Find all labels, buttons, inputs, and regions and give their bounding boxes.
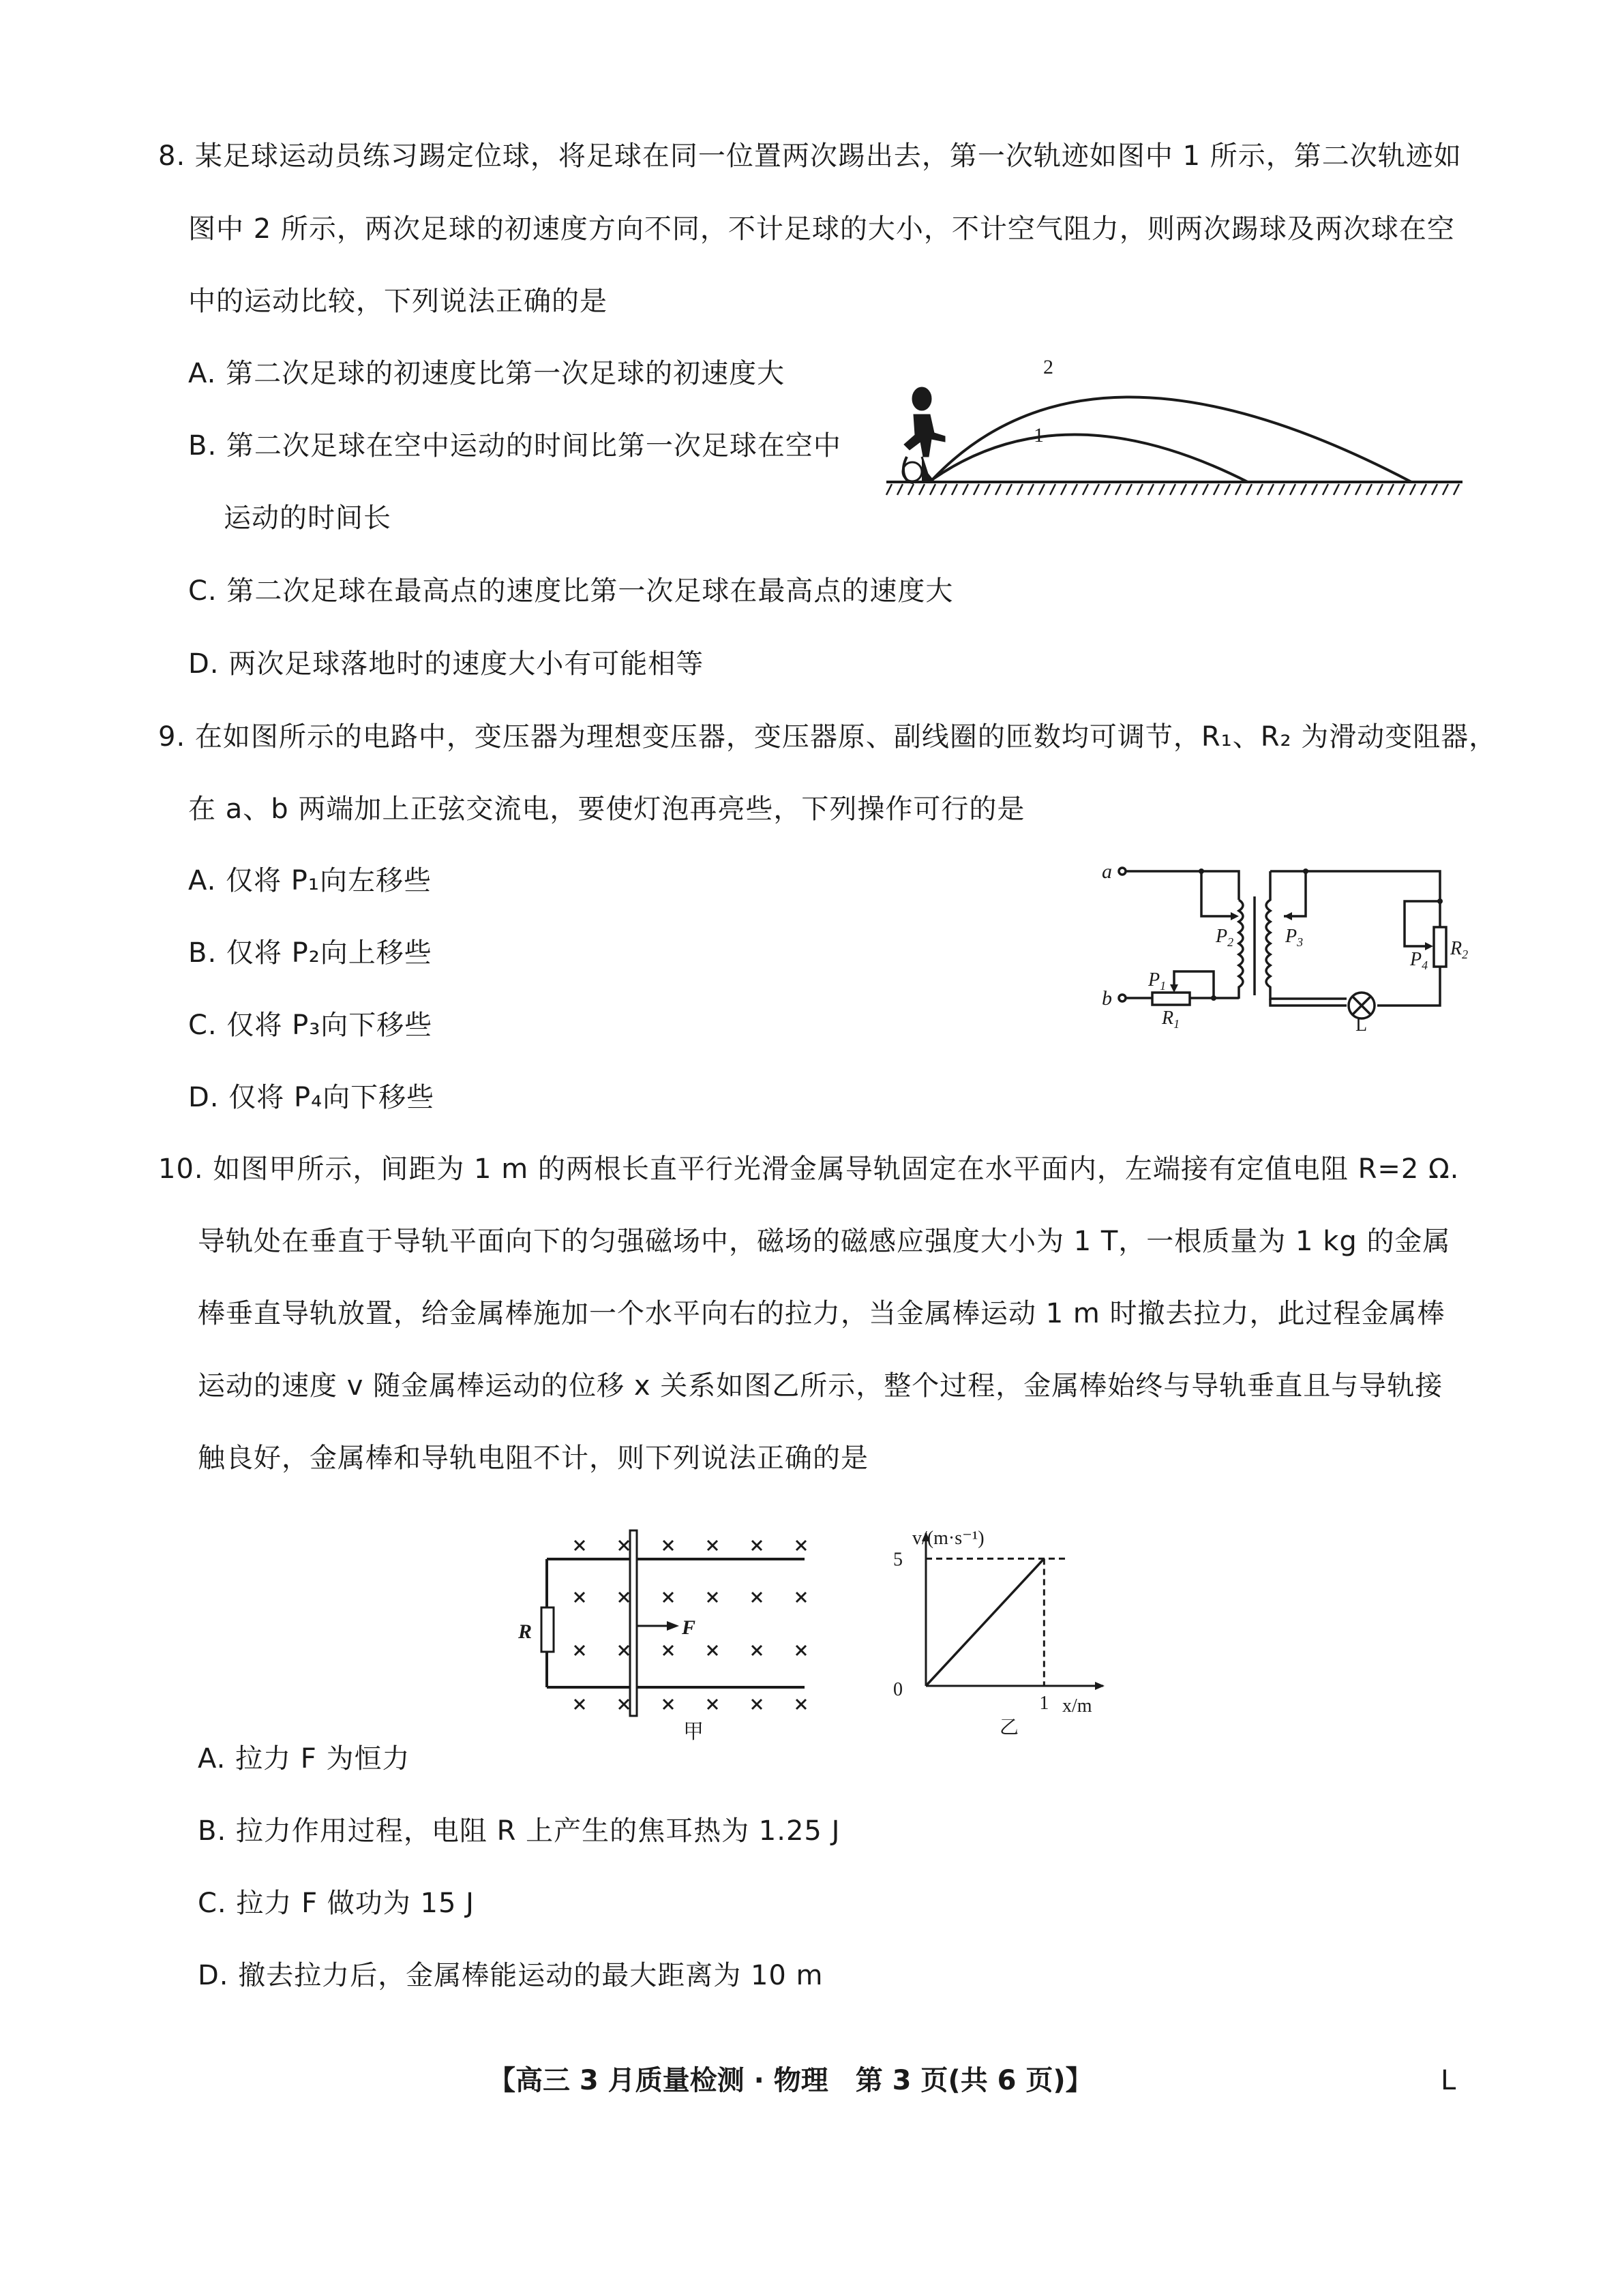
hatch-mark xyxy=(886,484,892,495)
q8-stem-line-1: 8. 某足球运动员练习踢定位球，将足球在同一位置两次踢出去，第一次轨迹如图中 1 所示，第二次轨迹如 xyxy=(158,140,1462,172)
q10-option-c: C. 拉力 F 做功为 15 J xyxy=(198,1888,475,1919)
field-cross-icon xyxy=(796,1700,806,1709)
field-cross-icon xyxy=(796,1646,806,1655)
caption-yi: 乙 xyxy=(1000,1717,1019,1738)
field-cross-icon xyxy=(575,1592,584,1602)
label-r1: $R_1$ xyxy=(1162,1008,1180,1031)
q8-option-b: B. 第二次足球在空中运动的时间比第一次足球在空中 xyxy=(188,430,841,462)
label-a: a xyxy=(1102,860,1112,883)
y-axis-label: v/(m·s⁻¹) xyxy=(912,1528,985,1549)
hatch-mark xyxy=(1105,484,1110,495)
q10-figure-yi-chart xyxy=(886,1503,1118,1738)
terminal-a xyxy=(1119,868,1126,875)
q10-option-b: B. 拉力作用过程，电阻 R 上产生的焦耳热为 1.25 J xyxy=(198,1815,841,1847)
resistor-r xyxy=(541,1607,554,1652)
field-cross-icon xyxy=(619,1646,629,1655)
hatch-mark xyxy=(1170,484,1175,495)
q8-option-c: C. 第二次足球在最高点的速度比第一次足球在最高点的速度大 xyxy=(188,575,954,607)
hatch-mark xyxy=(1443,484,1448,495)
hatch-mark xyxy=(995,484,1001,495)
field-cross-icon xyxy=(619,1592,629,1602)
y-tick-5: 5 xyxy=(893,1549,903,1571)
q10-option-d: D. 撤去拉力后，金属棒能运动的最大距离为 10 m xyxy=(198,1960,824,1991)
field-cross-icon xyxy=(752,1700,762,1709)
q9-option-d: D. 仅将 P₄向下移些 xyxy=(188,1082,435,1113)
hatch-mark xyxy=(1312,484,1317,495)
kicker-figure xyxy=(903,387,945,483)
hatch-mark xyxy=(1126,484,1132,495)
hatch-mark xyxy=(1039,484,1045,495)
label-r: R xyxy=(518,1620,532,1643)
hatch-mark xyxy=(1148,484,1154,495)
trajectory-2-label: 2 xyxy=(1043,356,1053,378)
label-p1: $P_1$ xyxy=(1148,969,1167,993)
hatch-mark xyxy=(1246,484,1252,495)
field-cross-icon xyxy=(752,1646,762,1655)
label-p3: $P_3$ xyxy=(1285,926,1304,949)
label-r2: $R_2$ xyxy=(1450,938,1469,961)
metal-rod xyxy=(630,1530,637,1716)
hatch-mark xyxy=(1006,484,1012,495)
hatch-mark xyxy=(908,484,914,495)
hatch-mark xyxy=(1017,484,1023,495)
hatch-mark xyxy=(1192,484,1197,495)
field-cross-icon xyxy=(796,1592,806,1602)
field-cross-icon xyxy=(708,1646,717,1655)
hatch-mark xyxy=(985,484,990,495)
q10-stem-line-3: 棒垂直导轨放置，给金属棒施加一个水平向右的拉力，当金属棒运动 1 m 时撤去拉力，此过程金属棒 xyxy=(198,1298,1445,1329)
hatch-mark xyxy=(1366,484,1372,495)
q9-option-b: B. 仅将 P₂向上移些 xyxy=(188,937,432,969)
hatch-mark xyxy=(974,484,979,495)
field-cross-icon xyxy=(619,1700,629,1709)
q10-stem-line-1: 10. 如图甲所示，间距为 1 m 的两根长直平行光滑金属导轨固定在水平面内，左端接有定值电阻 R=2 Ω. xyxy=(158,1153,1460,1185)
page-footer: 【高三 3 月质量检测 · 物理 第 3 页(共 6 页)】 xyxy=(488,2065,1093,2096)
field-cross-icon xyxy=(663,1541,673,1550)
hatch-mark xyxy=(1388,484,1394,495)
rheostat-r1 xyxy=(1152,993,1190,1005)
hatch-mark xyxy=(1323,484,1328,495)
hatch-mark xyxy=(1159,484,1165,495)
hatch-mark xyxy=(1050,484,1055,495)
hatch-mark xyxy=(1181,484,1186,495)
primary-coil xyxy=(1239,900,1243,999)
q8-option-d: D. 两次足球落地时的速度大小有可能相等 xyxy=(188,648,704,680)
x-axis-arrow xyxy=(1095,1682,1105,1690)
field-cross-icon xyxy=(663,1700,673,1709)
hatch-mark xyxy=(1061,484,1066,495)
field-cross-icon xyxy=(796,1541,806,1550)
hatch-mark xyxy=(1214,484,1219,495)
hatch-mark xyxy=(1268,484,1274,495)
q10-stem-line-5: 触良好，金属棒和导轨电阻不计，则下列说法正确的是 xyxy=(198,1442,869,1474)
hatch-mark xyxy=(919,484,925,495)
q10-stem-line-4: 运动的速度 v 随金属棒运动的位移 x 关系如图乙所示，整个过程，金属棒始终与导轨垂直且与导轨接 xyxy=(198,1370,1443,1402)
label-p2: $P_2$ xyxy=(1216,926,1234,949)
hatch-mark xyxy=(1454,484,1459,495)
hatch-mark xyxy=(1355,484,1361,495)
field-cross-icon xyxy=(619,1541,629,1550)
terminal-b xyxy=(1119,995,1126,1001)
hatch-mark xyxy=(963,484,968,495)
field-cross-icon xyxy=(752,1592,762,1602)
field-cross-icon xyxy=(752,1541,762,1550)
hatch-mark xyxy=(1421,484,1426,495)
hatch-mark xyxy=(930,484,935,495)
origin-label: 0 xyxy=(893,1679,903,1700)
x-tick-1: 1 xyxy=(1039,1693,1049,1714)
q9-option-c: C. 仅将 P₃向下移些 xyxy=(188,1010,433,1041)
hatch-mark xyxy=(1377,484,1383,495)
hatch-mark xyxy=(1094,484,1099,495)
rheostat-r2 xyxy=(1434,927,1446,967)
hatch-mark xyxy=(1290,484,1295,495)
field-cross-icon xyxy=(575,1700,584,1709)
hatch-mark xyxy=(1345,484,1350,495)
hatch-mark xyxy=(1115,484,1121,495)
hatch-mark xyxy=(1279,484,1285,495)
field-cross-icon xyxy=(575,1646,584,1655)
q9-stem-line-1: 9. 在如图所示的电路中，变压器为理想变压器，变压器原、副线圈的匝数均可调节，R₁、R₂ 为滑动变阻器， xyxy=(158,721,1497,753)
label-b: b xyxy=(1102,987,1112,1010)
field-cross-icon xyxy=(708,1592,717,1602)
label-f: F xyxy=(682,1616,696,1639)
hatch-mark xyxy=(1235,484,1241,495)
hatch-mark xyxy=(1137,484,1143,495)
field-cross-icon xyxy=(663,1592,673,1602)
hatch-mark xyxy=(1432,484,1437,495)
hatch-mark xyxy=(1399,484,1405,495)
trajectory-2 xyxy=(933,397,1411,482)
q10-option-a: A. 拉力 F 为恒力 xyxy=(198,1743,410,1774)
q10-stem-line-2: 导轨处在垂直于导轨平面向下的匀强磁场中，磁场的磁感应强度大小为 1 T，一根质量为 1 kg 的金属 xyxy=(198,1226,1451,1257)
hatch-mark xyxy=(1083,484,1088,495)
hatch-mark xyxy=(1334,484,1339,495)
label-p4: $P_4$ xyxy=(1410,949,1428,972)
q9-stem-line-2: 在 a、b 两端加上正弦交流电，要使灯泡再亮些，下列操作可行的是 xyxy=(188,794,1025,825)
caption-jia: 甲 xyxy=(683,1721,704,1743)
q8-trajectory-figure xyxy=(880,354,1480,504)
paper-code: L xyxy=(1441,2065,1456,2096)
q8-option-b-cont: 运动的时间长 xyxy=(224,502,391,534)
hatch-mark xyxy=(1072,484,1077,495)
hatch-mark xyxy=(1203,484,1208,495)
trajectory-1 xyxy=(933,434,1248,482)
q10-figure-jia xyxy=(518,1510,832,1743)
q9-circuit-diagram xyxy=(1091,859,1473,1050)
q8-option-a: A. 第二次足球的初速度比第一次足球的初速度大 xyxy=(188,358,785,389)
hatch-mark xyxy=(941,484,946,495)
hatch-mark xyxy=(1410,484,1415,495)
hatch-mark xyxy=(1257,484,1263,495)
field-cross-icon xyxy=(575,1541,584,1550)
hatch-mark xyxy=(897,484,903,495)
x-axis-label: x/m xyxy=(1062,1695,1092,1717)
label-l: L xyxy=(1355,1014,1368,1036)
field-cross-icon xyxy=(708,1541,717,1550)
trajectory-1-label: 1 xyxy=(1034,424,1044,447)
q8-stem-line-3: 中的运动比较，下列说法正确的是 xyxy=(188,286,608,317)
q9-option-a: A. 仅将 P₁向左移些 xyxy=(188,865,432,896)
hatch-mark xyxy=(1225,484,1230,495)
hatch-mark xyxy=(1028,484,1034,495)
hatch-mark xyxy=(952,484,957,495)
q8-stem-line-2: 图中 2 所示，两次足球的初速度方向不同，不计足球的大小，不计空气阻力，则两次踢球及两次球在空 xyxy=(188,213,1455,245)
field-cross-icon xyxy=(708,1700,717,1709)
hatch-mark xyxy=(1301,484,1306,495)
series-line-v-x xyxy=(926,1558,1044,1686)
field-cross-icon xyxy=(663,1646,673,1655)
